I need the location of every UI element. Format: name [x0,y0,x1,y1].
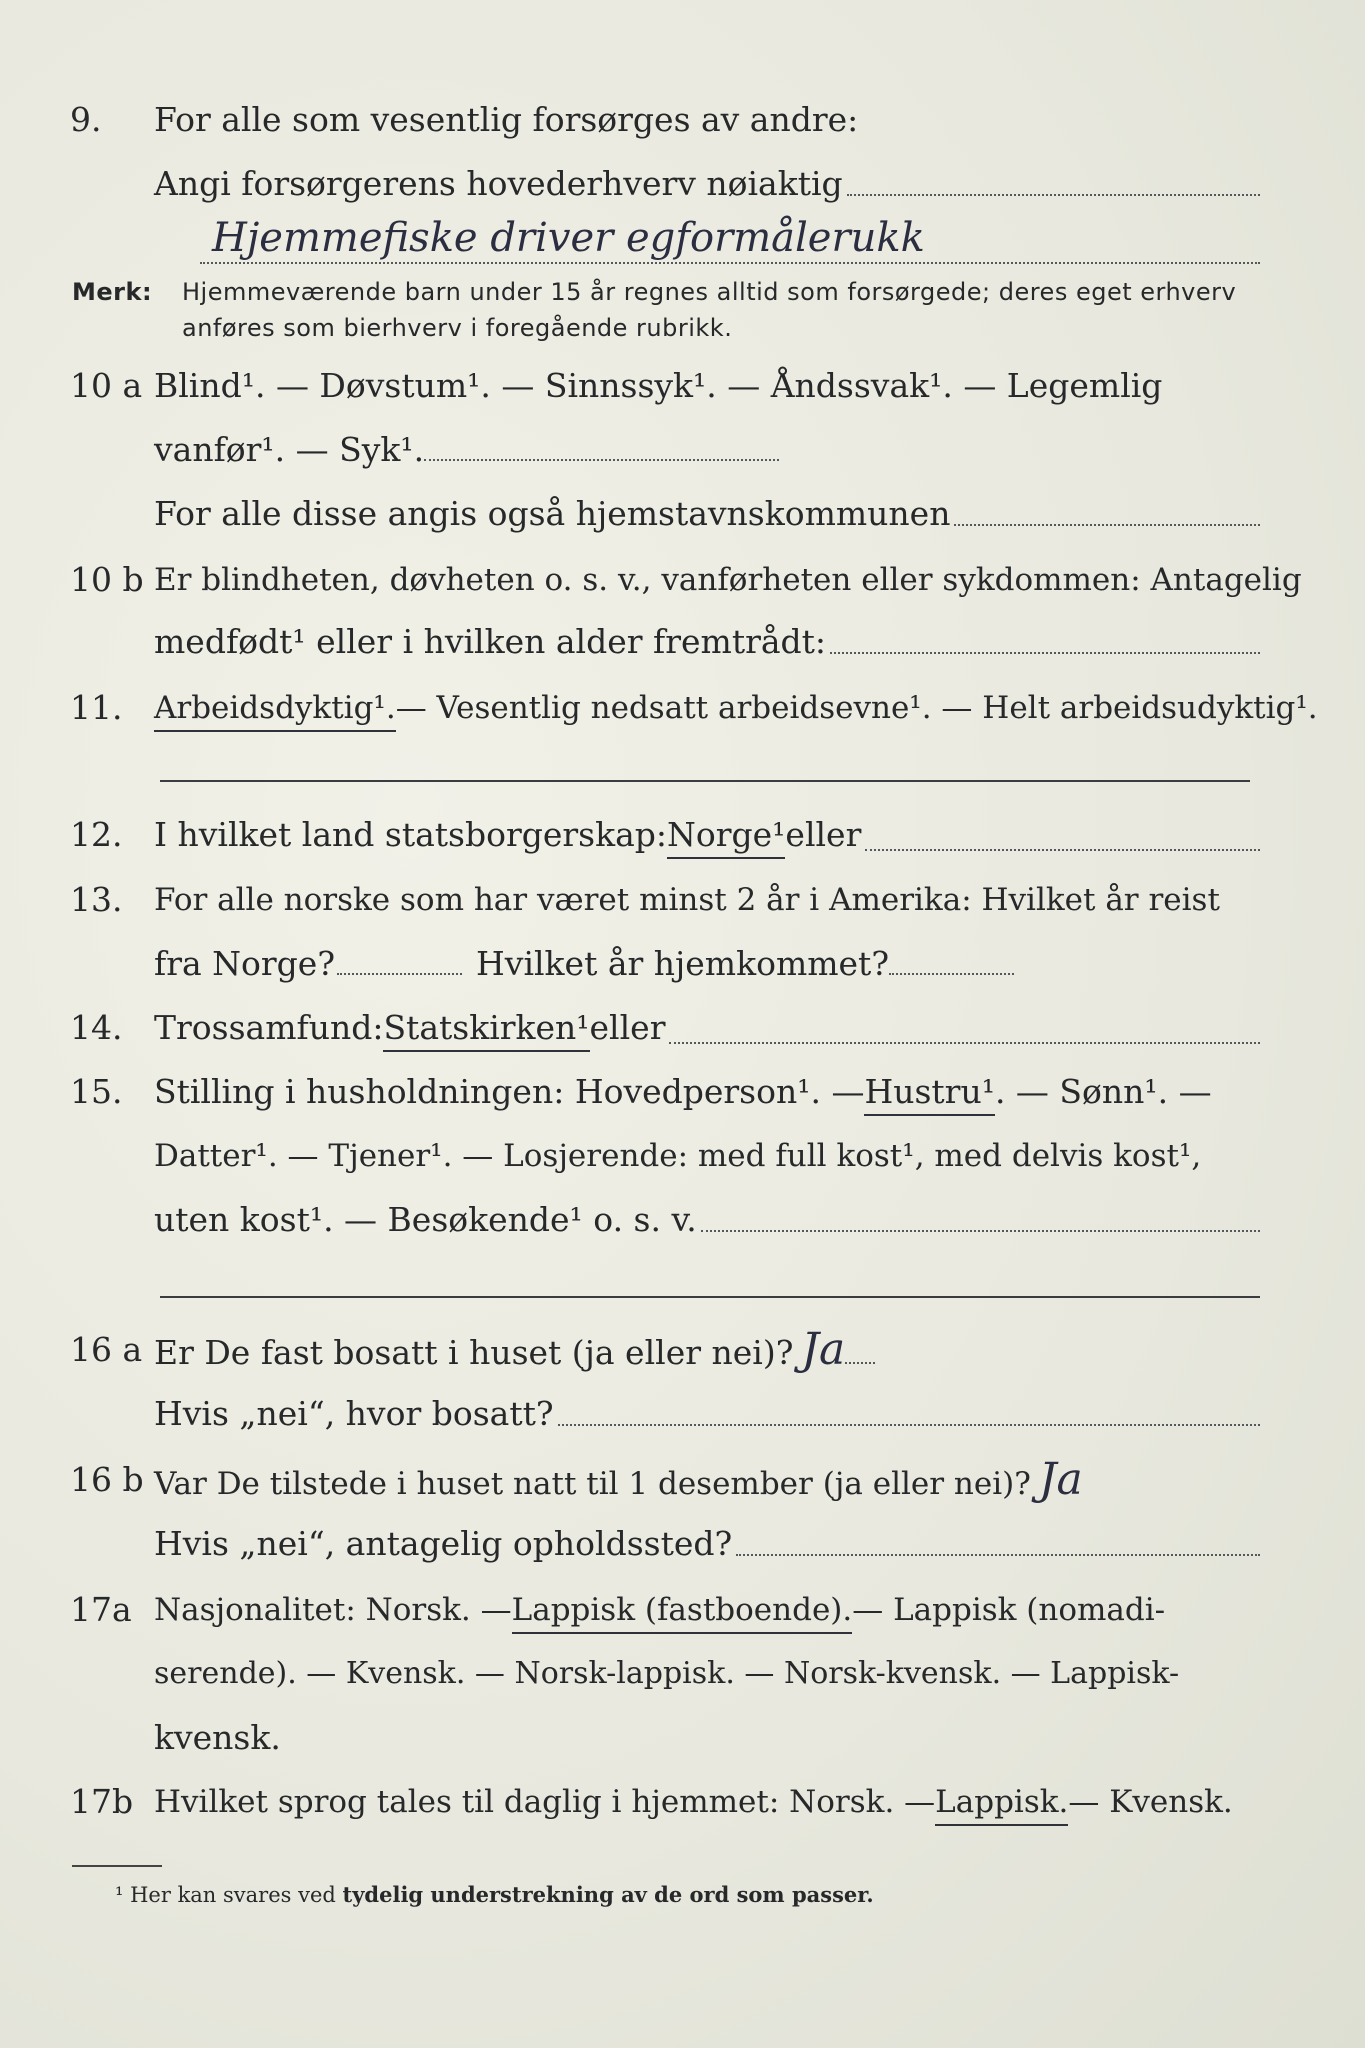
q10a-text3: For alle disse angis også hjemstavnskommunen [154,494,951,533]
q15-text3: uten kost¹. — Besøkende¹ o. s. v. [154,1200,697,1239]
q15-text1a: Stilling i husholdningen: Hovedperson¹. — [154,1072,865,1111]
q12-selected-option: Norge¹ [667,815,785,859]
q16b-text1: Var De tilstede i huset natt til 1 desember (ja eller nei)? [154,1466,1031,1502]
q17b-text: Hvilket sprog tales til daglig i hjemmet: Norsk. — [154,1784,936,1820]
footnote [115,1882,874,1907]
q14-post: eller [589,1008,666,1047]
q9-number: 9. [70,100,102,139]
q11-text: — Vesentlig nedsatt arbeidsevne¹. — Helt arbeidsudyktig¹. [395,690,1318,726]
q14-number: 14. [70,1008,123,1047]
q16a-handwritten-answer: Ja [801,1324,846,1375]
q13-text2a: fra Norge? [154,944,336,983]
q14-selected-option: Statskirken¹ [383,1008,589,1052]
q17b-number: 17b [70,1782,134,1821]
q16b-field[interactable] [736,1530,1260,1556]
q17b-post: — Kvensk. [1068,1784,1233,1820]
footnote-bold-text: tydelig understrekning av de ord som passer. [342,1882,874,1907]
q13-hjemkommet-field[interactable] [889,949,1014,975]
q16a-text1: Er De fast bosatt i huset (ja eller nei)? [154,1333,794,1372]
q10b-field[interactable] [830,628,1260,654]
q17a-number: 17a [70,1590,132,1629]
footnote-separator [72,1865,162,1867]
q17b-selected-option: Lappisk. [935,1782,1068,1826]
q10a-text1: Blind¹. — Døvstum¹. — Sinnssyk¹. — Åndssvak¹. — Legemlig [154,366,1163,405]
q9-text2: Angi forsørgerens hovederhverv nøiaktig [154,164,843,203]
note-line2: anføres som bierhverv i foregående rubrikk. [182,314,733,342]
q15-text1b: . — Sønn¹. — [994,1072,1212,1111]
q16a-bosatt-field[interactable] [558,1400,1260,1426]
q12-number: 12. [70,815,123,854]
q17a-text1a: Nasjonalitet: Norsk. — [154,1592,512,1628]
q15-answer-rule [160,1296,1260,1298]
q9-dotted-field[interactable] [847,170,1260,196]
q16b-text2: Hvis „nei“, antagelig opholdssted? [154,1524,733,1563]
q15-text2: Datter¹. — Tjener¹. — Losjerende: med full kost¹, med delvis kost¹, [154,1138,1202,1174]
q10b-number: 10 b [70,560,144,599]
q16a-text2: Hvis „nei“, hvor bosatt? [154,1394,554,1433]
footnote-text: Her kan svares ved [130,1883,336,1907]
q17a-text2: serende). — Kvensk. — Norsk-lappisk. — Norsk-kvensk. — Lappisk- [154,1656,1180,1691]
q10a-text2: vanfør¹. — Syk¹. [154,430,425,469]
note-label: Merk: [72,278,153,306]
q11-selected-option: Arbeidsdyktig¹. [154,688,396,732]
q14-text: Trossamfund: [154,1008,384,1047]
q16b-handwritten-answer: Ja [1038,1454,1083,1505]
q16a-number: 16 a [70,1330,143,1369]
q17a-text3: kvensk. [154,1718,281,1757]
q12-post: eller [785,815,862,854]
q9-handwritten-answer: Hjemmefiske driver egformålerukk [212,215,925,261]
q17a-text1b: — Lappisk (nomadi- [852,1592,1166,1628]
q15-selected-option: Hustru¹ [864,1072,995,1116]
q9-text1: For alle som vesentlig forsørges av andre: [154,100,859,139]
q16b-number: 16 b [70,1460,144,1499]
q15-number: 15. [70,1072,123,1111]
q10b-text1: Er blindheten, døvheten o. s. v., vanførheten eller sykdommen: Antagelig [154,562,1302,598]
q12-text: I hvilket land statsborgerskap: [154,815,668,854]
q10a-hjemstavn-field[interactable] [954,500,1260,526]
q9-answer-rule [200,262,1260,264]
q13-text2b: Hvilket år hjemkommet? [476,944,890,983]
q11-answer-rule [160,780,1250,782]
q13-reist-field[interactable] [337,949,462,975]
note-line1: Hjemmeværende barn under 15 år regnes alltid som forsørgede; deres eget erhverv [182,278,1237,306]
q13-number: 13. [70,880,123,919]
footnote-mark: ¹ [115,1883,124,1907]
q10a-syk-field[interactable] [424,435,779,461]
q12-field[interactable] [865,825,1260,851]
q14-field[interactable] [669,1018,1260,1044]
q16a-field[interactable] [845,1338,875,1364]
q17a-selected-option: Lappisk (fastboende). [512,1590,853,1634]
q13-text1: For alle norske som har været minst 2 år i Amerika: Hvilket år reist [154,882,1220,918]
q11-number: 11. [70,688,123,727]
q10a-number: 10 a [70,366,143,405]
q15-field[interactable] [701,1206,1260,1232]
q10b-text2: medfødt¹ eller i hvilken alder fremtrådt: [154,622,827,661]
